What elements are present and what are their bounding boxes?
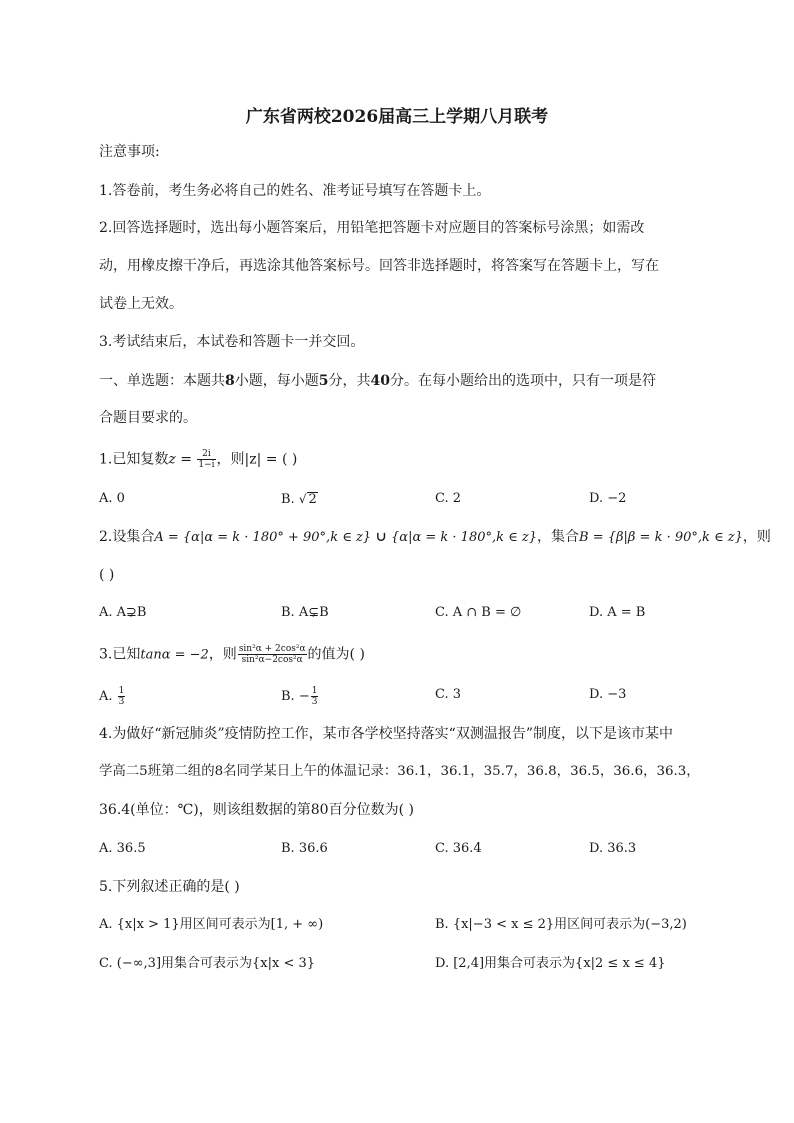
notice-item-2-end: 试卷上无效。 bbox=[99, 296, 183, 312]
notice-item-2: 2.回答选择题时，选出每小题答案后，用铅笔把答题卡对应题目的答案标号涂黑；如需改 bbox=[99, 220, 645, 236]
sqrt-icon: √ bbox=[298, 492, 307, 506]
q2-option-b: B. A⊊B bbox=[281, 605, 329, 620]
q3-option-c: C. 3 bbox=[435, 687, 462, 702]
fraction: $\frac{1}{3}$ bbox=[118, 686, 125, 707]
question-4-stem-cont: 学高二5班第二组的8名同学某日上午的体温记录：36.1，36.1，35.7，36.8，36.5，36.6，36.3， bbox=[99, 764, 700, 779]
q4-option-a: A. 36.5 bbox=[99, 841, 146, 856]
notice-item-1: 1.答卷前，考生务必将自己的姓名、准考证号填写在答题卡上。 bbox=[99, 183, 491, 199]
page-title: 广东省两校2026届高三上学期八月联考 bbox=[245, 107, 549, 127]
q2-option-d: D. A = B bbox=[589, 605, 646, 620]
q3-option-b: B. − $\frac{1}{3}$ bbox=[281, 686, 318, 707]
question-4-stem: 4.为做好“新冠肺炎”疫情防控工作，某市各学校坚持落实“双测温报告”制度，以下是该市某中 bbox=[99, 726, 673, 742]
section-heading-cont: 合题目要求的。 bbox=[99, 410, 197, 426]
question-5-stem: 5.下列叙述正确的是( ) bbox=[99, 879, 240, 895]
question-1-stem: 1.已知复数z = $\frac{2i}{1-i}$ ，则|z| = ( ) bbox=[99, 449, 298, 470]
q1-option-b: B. √ 2 bbox=[281, 492, 317, 507]
q5-option-d: D. [2,4]用集合可表示为{x|2 ≤ x ≤ 4} bbox=[435, 956, 666, 971]
q1-option-a: A. 0 bbox=[99, 491, 125, 506]
q1-option-d: D. −2 bbox=[589, 491, 627, 506]
fraction: $\frac{2i}{1-i}$ bbox=[198, 449, 215, 470]
q5-option-b: B. {x|−3 < x ≤ 2}用区间可表示为(−3,2) bbox=[435, 917, 687, 932]
question-4-stem-end: 36.4(单位：℃)，则该组数据的第80百分位数为( ) bbox=[99, 802, 414, 818]
fraction: $\frac{\text{sin²α + 2cos²α}}{\text{sin²α−2cos²α}}$ bbox=[238, 644, 306, 665]
question-2-stem: 2.设集合A = {α|α = k · 180° + 90°,k ∈ z} ∪ {α|α = k · 180°,k ∈ z}，集合B = {β|β = k · 90°,k ∈ z}，则 bbox=[99, 529, 771, 545]
q4-option-d: D. 36.3 bbox=[589, 841, 637, 856]
question-count: 8 bbox=[225, 373, 235, 389]
q5-option-a: A. {x|x > 1}用区间可表示为[1, + ∞) bbox=[99, 917, 324, 932]
q4-option-b: B. 36.6 bbox=[281, 841, 328, 856]
q4-option-c: C. 36.4 bbox=[435, 841, 482, 856]
question-3-stem: 3.已知tanα = −2，则 $\frac{\text{sin²α + 2cos²α}}{\text{sin²α−2cos²α}}$ 的值为( ) bbox=[99, 644, 365, 665]
q3-option-a: A. $\frac{1}{3}$ bbox=[99, 686, 125, 707]
q5-option-c: C. (−∞,3]用集合可表示为{x|x < 3} bbox=[99, 956, 316, 971]
q2-option-a: A. A⊋B bbox=[99, 605, 147, 620]
score-total: 40 bbox=[370, 373, 390, 389]
fraction: $\frac{1}{3}$ bbox=[311, 686, 318, 707]
section-heading: 一、单选题：本题共8小题，每小题5分，共40分。在每小题给出的选项中，只有一项是符 bbox=[99, 373, 656, 389]
question-2-stem-cont: ( ) bbox=[99, 567, 115, 583]
score-each: 5 bbox=[318, 373, 329, 389]
q1-option-c: C. 2 bbox=[435, 491, 462, 506]
notice-item-2-cont: 动，用橡皮擦干净后，再选涂其他答案标号。回答非选择题时，将答案写在答题卡上，写在 bbox=[99, 258, 659, 274]
notice-item-3: 3.考试结束后，本试卷和答题卡一并交回。 bbox=[99, 334, 365, 350]
q2-option-c: C. A ∩ B = ∅ bbox=[435, 605, 522, 620]
q3-option-d: D. −3 bbox=[589, 687, 627, 702]
notice-heading: 注意事项: bbox=[99, 144, 160, 160]
